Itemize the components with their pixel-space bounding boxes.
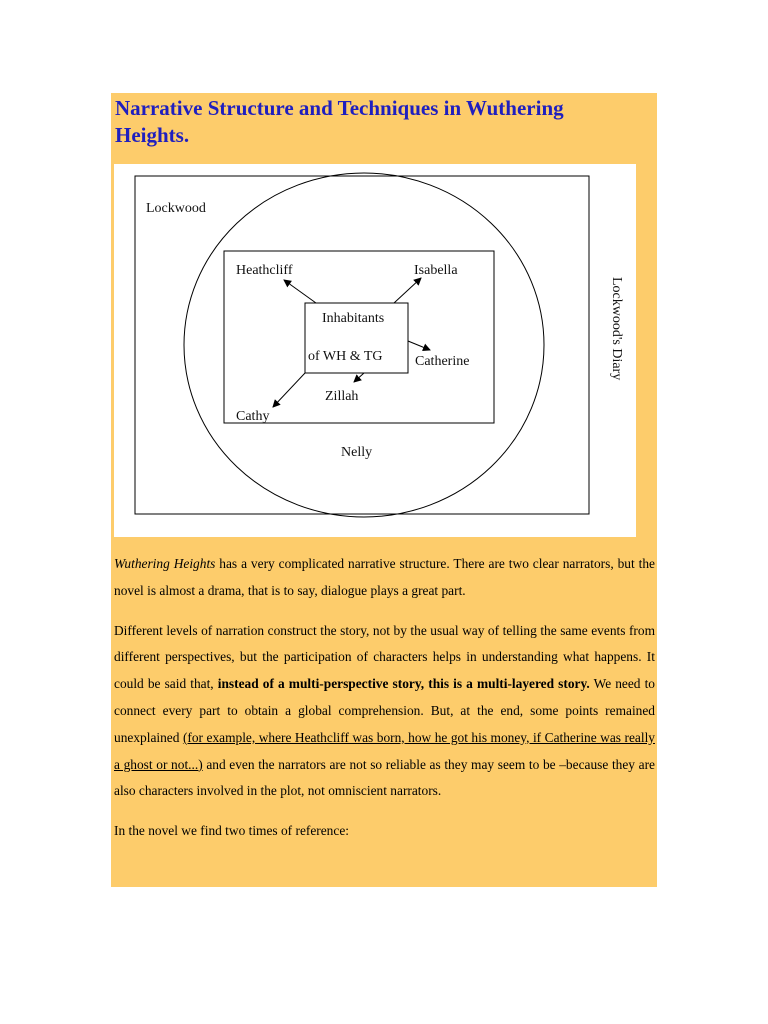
center-label-line2: of WH & TG: [308, 349, 383, 364]
body-text: [114, 551, 655, 858]
lockwood-label: Lockwood: [146, 201, 206, 216]
paragraph-2-text-b: We need to connect every part to obtain a global comprehension. But, at the end, some points remained unexplained: [114, 676, 656, 745]
paragraph-2-text-c: and even the narrators are not so reliable as they may seem to be –because they are also characters involved in the plot, not omniscient narrators.: [114, 756, 655, 799]
diagram-svg: [114, 164, 636, 537]
lockwoods-diary-label: Lockwood's Diary: [609, 277, 624, 381]
arrow-to-catherine: [408, 341, 430, 350]
cathy-label: Cathy: [236, 409, 270, 424]
paragraph-1-text: has a very complicated narrative structure. There are two clear narrators, but the novel is almost a drama, that is to say, dialogue plays a great part.: [114, 556, 655, 598]
heathcliff-label: Heathcliff: [236, 263, 293, 278]
arrow-to-zillah: [354, 373, 364, 382]
catherine-label: Catherine: [415, 354, 470, 369]
arrow-to-cathy: [273, 373, 305, 407]
isabella-label: Isabella: [414, 263, 458, 278]
novel-title-italic: Wuthering Heights: [114, 556, 216, 571]
outer-frame: [135, 176, 589, 514]
narrative-diagram: [114, 164, 636, 537]
page-title: Narrative Structure and Techniques in Wuthering Heights.: [115, 96, 564, 147]
paragraph-3: In the novel we find two times of reference:: [114, 823, 349, 839]
nelly-circle: [184, 173, 544, 517]
paragraph-2-bold: instead of a multi-perspective story, this is a multi-layered story.: [217, 676, 590, 692]
nelly-label: Nelly: [341, 445, 373, 460]
zillah-label: Zillah: [325, 389, 359, 404]
paragraph-2-underlined: (for example, where Heathcliff was born, how he got his money, if Catherine was really a ghost or not...): [114, 729, 655, 772]
center-label-line1: Inhabitants: [322, 311, 385, 326]
arrow-to-isabella: [394, 278, 421, 303]
content-panel: [111, 93, 657, 887]
arrow-to-heathcliff: [284, 280, 316, 303]
paragraph-1: [114, 551, 655, 605]
paragraph-2: [114, 618, 655, 806]
paragraph-2-text-a: Different levels of narration construct the story, not by the usual way of telling the same events from different perspectives, but the participation of characters helps in understanding what happens. It could be said that,: [114, 622, 655, 692]
